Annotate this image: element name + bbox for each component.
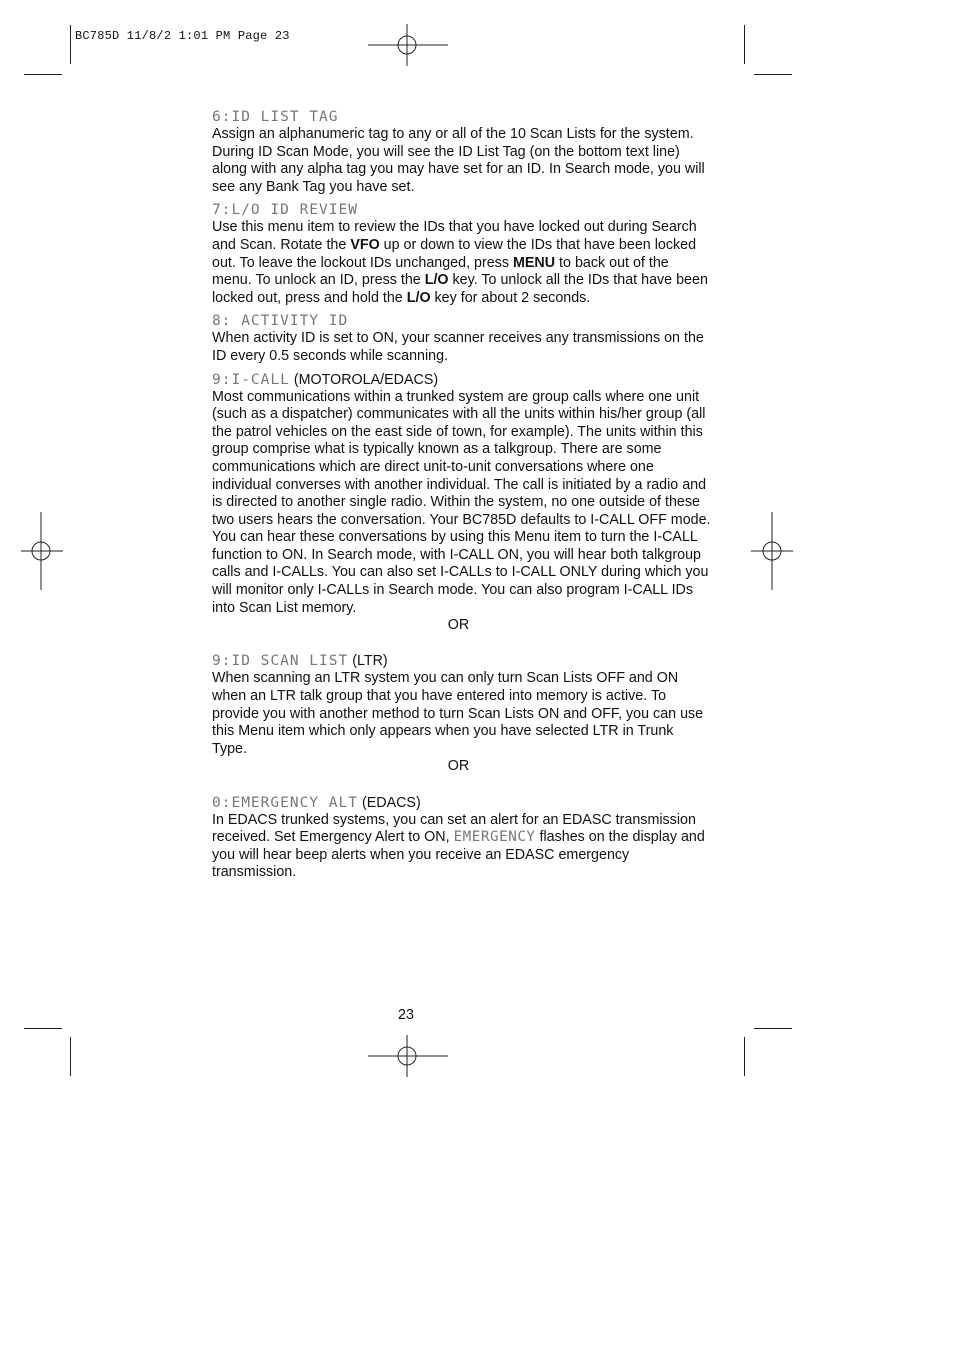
crop-mark-top-right-horizontal [754, 74, 792, 75]
body-text-run: In EDACS trunked systems, you can set an alert for an EDASC transmission received. Set Emergency Alert to ON, [212, 811, 696, 846]
crop-mark-top-right-vertical [744, 25, 745, 64]
section-id-list-tag [212, 108, 712, 196]
section-body-text [212, 812, 712, 882]
body-text-run: key for about 2 seconds. [430, 289, 591, 306]
menu-heading-lo-id-review [212, 201, 712, 219]
section-lo-id-review [212, 201, 712, 307]
body-text-run: key. To unlock all the IDs that have been locked out, press and hold the [212, 272, 708, 306]
lcd-heading-text: 0:EMERGENCY ALT [212, 794, 358, 811]
key-name-menu: MENU [512, 254, 556, 271]
printer-slug: BC785D 11/8/2 1:01 PM Page 23 [75, 29, 290, 43]
menu-heading-activity-id [212, 312, 712, 330]
heading-note: (EDACS) [361, 794, 421, 811]
section-id-scan-list [212, 652, 712, 776]
or-separator: OR [447, 617, 470, 634]
section-body-text: When scanning an LTR system you can only turn Scan Lists OFF and ON when an LTR talk group that you have entered into memory is active. To provide you with another method to turn Scan Lists ON and OFF, you can use this Menu item which only appears when you have selected LTR in Trunk Type. [212, 670, 704, 757]
lcd-heading-text: 6:ID LIST TAG [212, 109, 339, 125]
lcd-emergency-indicator: EMERGENCY [453, 829, 536, 846]
key-name-lo: L/O [424, 272, 449, 289]
key-name-vfo: VFO [350, 236, 380, 253]
manual-content [212, 108, 712, 882]
body-text-run: flashes on the display and you will hear beep alerts when you receive an EDASC emergency transmission. [212, 829, 705, 881]
key-name-lo: L/O [406, 289, 431, 306]
crop-mark-top-left-vertical [70, 25, 71, 64]
menu-heading-id-list-tag [212, 108, 712, 126]
section-emergency-alt [212, 794, 712, 882]
lcd-heading-text: 8: ACTIVITY ID [212, 313, 349, 330]
section-i-call [212, 371, 712, 635]
crop-mark-bottom-left-vertical [70, 1037, 71, 1076]
crop-mark-bottom-right-horizontal [754, 1028, 792, 1029]
section-body-text: When activity ID is set to ON, your scanner receives any transmissions on the ID every 0.5 seconds while scanning. [212, 330, 704, 364]
section-body-text: Assign an alphanumeric tag to any or all of the 10 Scan Lists for the system. During ID Scan Mode, you will see the ID List Tag (on the bottom text line) along with any alpha tag you may have set for an ID. In Search mode, you will see any Bank Tag you have set. [212, 126, 705, 195]
menu-heading-id-scan-list [212, 652, 712, 670]
section-activity-id [212, 312, 712, 365]
body-text-run: up or down to view the IDs that have been locked out. To leave the lockout IDs unchanged, press [212, 236, 697, 271]
body-text-run: Use this menu item to review the IDs that you have locked out during Search and Scan. Rotate the [212, 219, 697, 253]
lcd-heading-text: 7:L/O ID REVIEW [212, 202, 358, 219]
registration-mark-right-icon [751, 512, 793, 590]
page-number: 23 [398, 1007, 414, 1023]
menu-heading-i-call [212, 371, 712, 389]
crop-mark-top-left-horizontal [24, 74, 62, 75]
registration-mark-bottom-icon [368, 1035, 448, 1077]
section-body-text: Most communications within a trunked system are group calls where one unit (such as a dispatcher) communicates with all the units within his/her group (all the patrol vehicles on the east side of town, for example). The units within this group comprise what is typically known as a talkgroup. There are some communications which are direct unit-to-unit conversations where one individual converses with another individual. The call is initiated by a radio and is directed to another single radio. Within the system, no one outside of these two users hears the conversation. Your BC785D defaults to I-CALL OFF mode. You can hear these conversations by using this Menu item to turn the I-CALL function to ON. In Search mode, with I-CALL ON, you will hear both talkgroup calls and I-CALLs. You can also set I-CALLs to I-CALL ONLY during which you will monitor only I-CALLs in Search mode. You can also program I-CALL IDs into Scan List memory. [212, 388, 711, 616]
crop-mark-bottom-left-horizontal [24, 1028, 62, 1029]
crop-mark-bottom-right-vertical [744, 1037, 745, 1076]
section-body-text [212, 219, 712, 307]
lcd-heading-text: 9:I-CALL [212, 371, 290, 388]
lcd-heading-text: 9:ID SCAN LIST [212, 653, 349, 670]
heading-note: (LTR) [352, 653, 388, 670]
registration-mark-left-icon [21, 512, 63, 590]
body-text-run: to back out of the menu. To unlock an ID, press the [212, 254, 669, 289]
heading-note: (MOTOROLA/EDACS) [293, 371, 439, 388]
registration-mark-top-icon [368, 24, 448, 66]
or-separator: OR [447, 758, 470, 775]
menu-heading-emergency-alt [212, 794, 712, 812]
